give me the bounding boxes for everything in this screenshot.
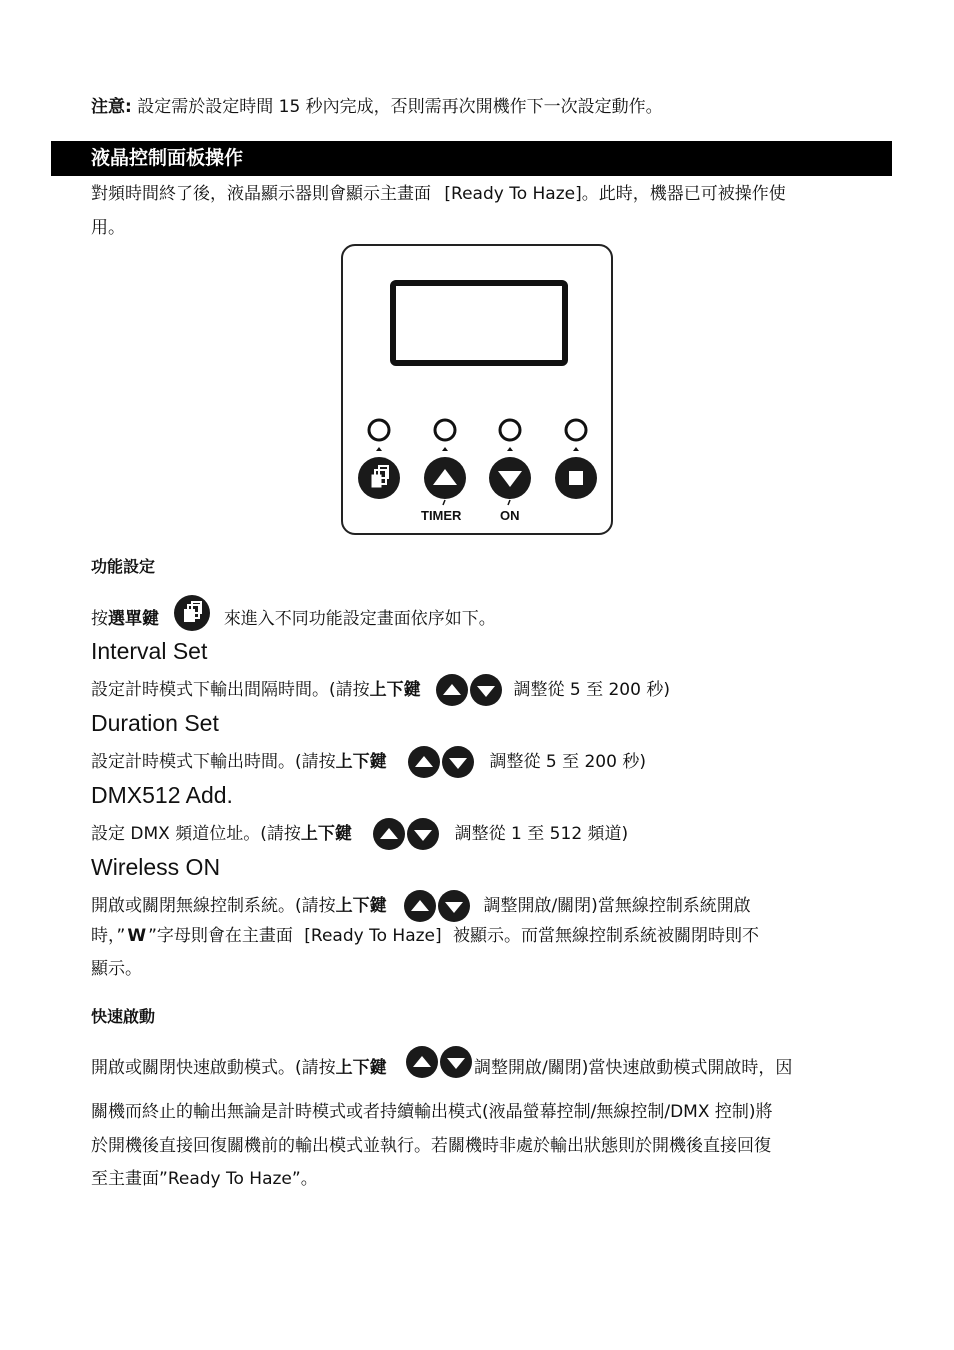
intro-ready-to-haze: [Ready To Haze] xyxy=(444,184,582,204)
led-indicator-1 xyxy=(369,420,389,440)
dmx-up-down-key: 上下鍵 xyxy=(300,824,352,844)
dmx-add-title: DMX512 Add. xyxy=(91,782,233,808)
down-arrow-icon xyxy=(407,818,439,850)
panel-buttons xyxy=(341,244,613,535)
quickstart-l4-a: 至主畫面” xyxy=(91,1169,168,1189)
up-arrow-icon xyxy=(404,890,436,922)
func-title: 功能設定 xyxy=(91,557,156,576)
interval-set-desc xyxy=(91,674,670,706)
up-down-keys-icon xyxy=(406,1046,472,1078)
wireless-on-title: Wireless ON xyxy=(91,854,221,880)
interval-desc-c: 調整從 5 至 200 秒) xyxy=(513,680,670,700)
stop-button-icon xyxy=(555,457,597,499)
led-indicator-4 xyxy=(566,420,586,440)
wireless-desc-a: 開啟或關閉無線控制系統。(請按 xyxy=(91,896,336,916)
func-intro-menu-key: 選單鍵 xyxy=(108,609,159,629)
down-arrow-icon xyxy=(442,746,474,778)
wireless-desc-line-3: 顯示。 xyxy=(91,959,142,979)
up-button-icon xyxy=(424,457,466,499)
dmx-desc-a: 設定 DMX 頻道位址。(請按 xyxy=(91,824,301,844)
up-arrow-icon xyxy=(408,746,440,778)
up-down-keys-icon xyxy=(436,674,502,706)
duration-set-desc xyxy=(91,746,646,778)
wireless-ready-to-haze: [Ready To Haze] xyxy=(304,926,442,946)
down-arrow-icon xyxy=(438,890,470,922)
duration-desc-c: 調整從 5 至 200 秒) xyxy=(489,752,646,772)
quickstart-l4-c: ”。 xyxy=(291,1169,318,1189)
interval-set-title: Interval Set xyxy=(91,638,208,664)
interval-up-down-key: 上下鍵 xyxy=(369,680,421,700)
func-intro-a: 按 xyxy=(91,609,108,629)
up-down-keys-icon xyxy=(408,746,474,778)
wireless-up-down-key: 上下鍵 xyxy=(335,896,387,916)
duration-set-title: Duration Set xyxy=(91,710,219,736)
up-down-keys-icon xyxy=(373,818,439,850)
up-arrow-icon xyxy=(406,1046,438,1078)
duration-up-down-key: 上下鍵 xyxy=(335,752,387,772)
quickstart-desc-line-4 xyxy=(91,1167,318,1191)
intro-line-2: 用。 xyxy=(91,218,125,238)
func-intro-c: 來進入不同功能設定畫面依序如下。 xyxy=(223,609,496,629)
menu-key-icon xyxy=(174,595,210,631)
interval-desc-a: 設定計時模式下輸出間隔時間。(請按 xyxy=(91,680,370,700)
intro-text-a: 對頻時間終了後，液晶顯示器則會顯示主畫面 xyxy=(91,184,431,204)
down-arrow-icon xyxy=(440,1046,472,1078)
wireless-l2-a: 時，” xyxy=(91,926,126,946)
func-intro-line xyxy=(91,601,496,637)
quickstart-desc-line-1 xyxy=(91,1052,792,1084)
wireless-l2-e: 被顯示。而當無線控制系統被關閉時則不 xyxy=(453,926,760,946)
quickstart-title: 快速啟動 xyxy=(91,1007,156,1026)
intro-line-1 xyxy=(91,182,786,206)
on-label: ON xyxy=(500,508,520,523)
quickstart-desc-c: 調整開啟/關閉)當快速啟動模式開啟時，因 xyxy=(474,1058,793,1078)
note-label: 注意: xyxy=(91,97,132,117)
led-indicator-3 xyxy=(500,420,520,440)
timer-label: TIMER xyxy=(421,508,462,523)
down-arrow-icon xyxy=(470,674,502,706)
control-panel-illustration xyxy=(341,244,613,535)
wireless-l2-c: ”字母則會在主畫面 xyxy=(148,926,293,946)
wireless-desc-line-2 xyxy=(91,924,759,948)
dmx-desc-c: 調整從 1 至 512 頻道) xyxy=(454,824,629,844)
up-down-keys-icon xyxy=(404,890,470,922)
up-arrow-icon xyxy=(436,674,468,706)
quickstart-desc-line-3: 於開機後直接回復關機前的輸出模式並執行。若關機時非處於輸出狀態則於開機後直接回復 xyxy=(91,1136,771,1156)
duration-desc-a: 設定計時模式下輸出時間。(請按 xyxy=(91,752,336,772)
down-button-icon xyxy=(489,457,531,499)
up-arrow-icon xyxy=(373,818,405,850)
wireless-desc-line-1 xyxy=(91,890,751,922)
menu-button-icon xyxy=(358,457,400,499)
quickstart-desc-line-2: 關機而終止的輸出無論是計時模式或者持續輸出模式(液晶螢幕控制/無線控制/DMX 控制)將 xyxy=(91,1102,773,1122)
dmx-add-desc xyxy=(91,818,628,850)
note-line xyxy=(91,95,663,119)
quickstart-ready-to-haze: Ready To Haze xyxy=(167,1169,292,1189)
intro-text-c: 。此時，機器已可被操作使 xyxy=(581,184,786,204)
section-header: 液晶控制面板操作 xyxy=(51,141,892,176)
quickstart-desc-a: 開啟或關閉快速啟動模式。(請按 xyxy=(91,1058,336,1078)
wireless-desc-c: 調整開啟/關閉)當無線控制系統開啟 xyxy=(483,896,751,916)
wireless-w-letter: W xyxy=(127,926,147,946)
led-indicator-2 xyxy=(435,420,455,440)
note-text: 設定需於設定時間 15 秒內完成，否則需再次開機作下一次設定動作。 xyxy=(137,97,663,117)
quickstart-up-down-key: 上下鍵 xyxy=(335,1058,387,1078)
